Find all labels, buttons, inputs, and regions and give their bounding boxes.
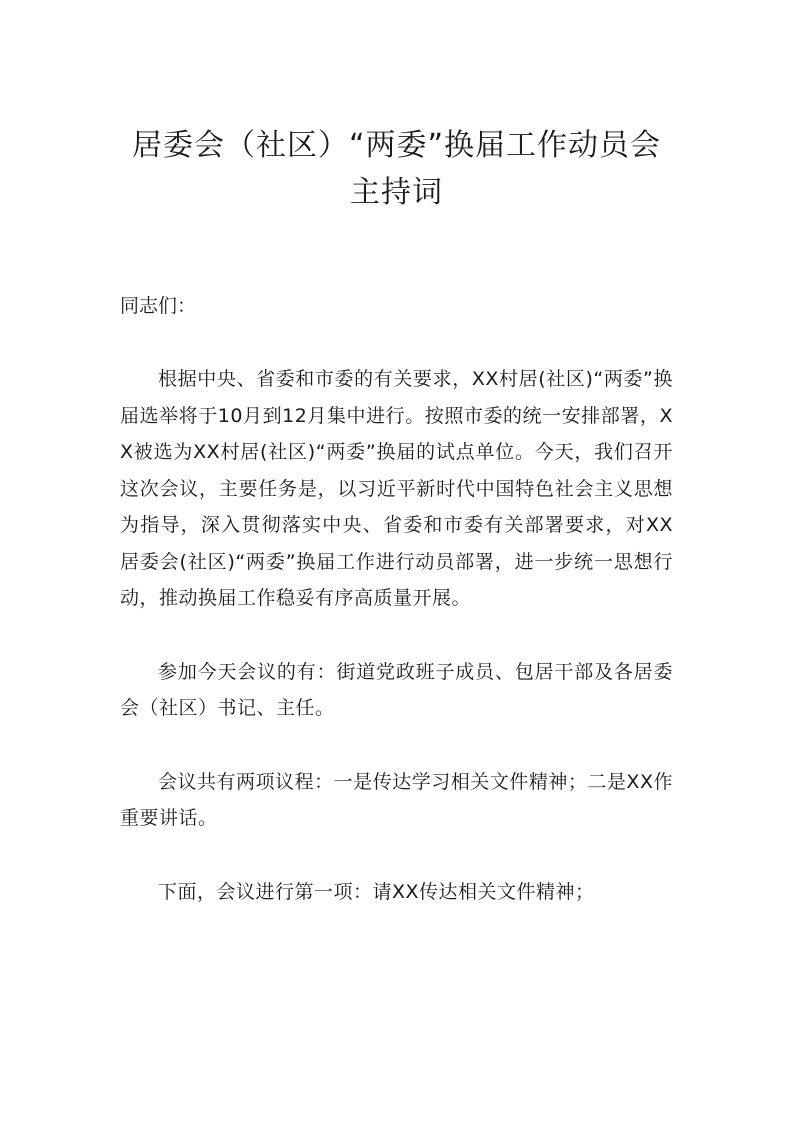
paragraph-attendees: 参加今天会议的有：街道党政班子成员、包居干部及各居委会（社区）书记、主任。	[120, 660, 673, 719]
paragraph-first-item: 下面，会议进行第一项：请XX传达相关文件精神；	[158, 880, 595, 903]
salutation: 同志们：	[120, 295, 197, 317]
document-title: 居委会（社区）“两委”换届工作动员会主持词	[131, 128, 662, 210]
paragraph-background: 根据中央、省委和市委的有关要求，XX村居(社区)“两委”换届选举将于10月到12月集中进行。按照市委的统一安排部署，XX被选为XX村居(社区)“两委”换届的试点单位。今天，我们召开这次会议，主要任务是，以习近平新时代中国特色社会主义思想为指导，深入贯彻落实中央、省委和市委有关部署要求，对XX居委会(社区)“两委”换届工作进行动员部署，进一步统一思想行动，推动换届工作稳妥有序高质量开展。	[120, 368, 673, 609]
paragraph-agenda: 会议共有两项议程：一是传达学习相关文件精神；二是XX作重要讲话。	[120, 770, 673, 829]
